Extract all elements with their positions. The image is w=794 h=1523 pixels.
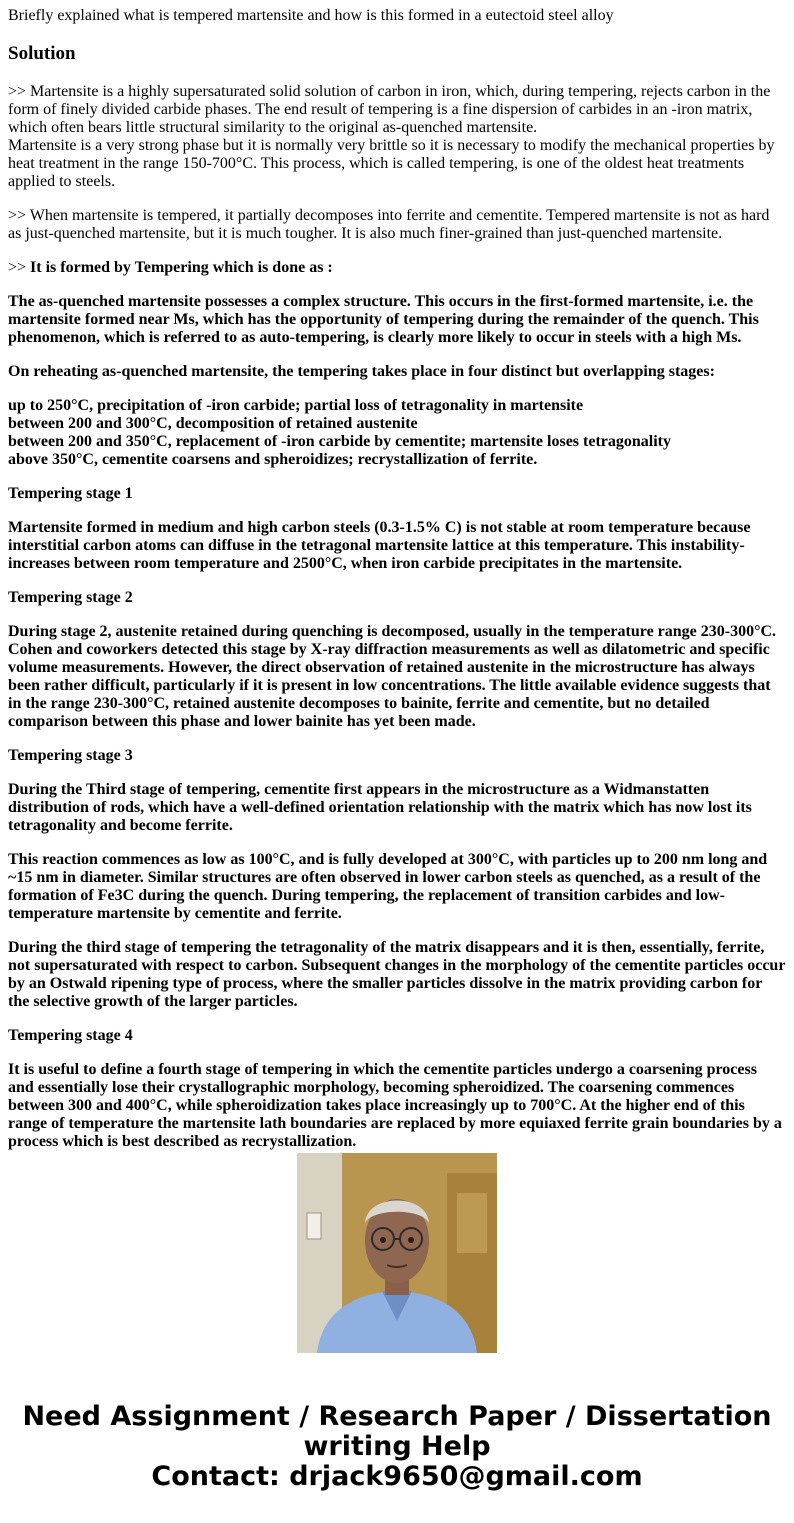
- paragraph-formed-by: [8, 259, 786, 277]
- stage-item: up to 250°C, precipitation of -iron carbide; partial loss of tetragonality in martensite: [8, 397, 584, 414]
- stage3-text-1: During the Third stage of tempering, cementite first appears in the microstructure as a Widmanstatten distribution of rods, which have a well-defined orientation relationship with the matrix which has now lost its tetragonality and become ferrite.: [8, 781, 752, 834]
- stage-item: between 200 and 350°C, replacement of -iron carbide by cementite; martensite loses tetragonality: [8, 433, 672, 450]
- stage3-text-2: This reaction commences as low as 100°C, and is fully developed at 300°C, with particles up to 200 nm long and ~15 nm in diameter. Similar structures are often observed in lower carbon steels as quenched, as a result of the formation of Fe3C during the quench. During tempering, the replacement of transition carbides and low-temperature martensite by cementite and ferrite.: [8, 851, 768, 922]
- paragraph-tempered-martensite: >> When martensite is tempered, it partially decomposes into ferrite and cementite. Tempered martensite is not as hard as just-quenched martensite, but it is much tougher. It is also much finer-grained than just-quenched martensite.: [8, 207, 770, 242]
- tutor-photo: [297, 1153, 497, 1353]
- stages-list: [8, 397, 786, 469]
- formed-by-prefix: >>: [8, 259, 31, 276]
- stage-item: between 200 and 300°C, decomposition of retained austenite: [8, 415, 418, 432]
- paragraph-reheating: On reheating as-quenched martensite, the tempering takes place in four distinct but overlapping stages:: [8, 363, 715, 380]
- contact-email: Contact: drjack9650@gmail.com: [151, 1461, 643, 1492]
- stage3-heading: Tempering stage 3: [8, 747, 133, 764]
- stage3-text-3: During the third stage of tempering the tetragonality of the matrix disappears and it is then, essentially, ferrite, not supersaturated with respect to carbon. Subsequent changes in the morphology of the cementite particles occur by an Ostwald ripening type of process, where the smaller particles dissolve in the matrix providing carbon for the selective growth of the larger particles.: [8, 939, 786, 1010]
- formed-by-text: It is formed by Tempering which is done as :: [30, 259, 333, 276]
- stage4-text: It is useful to define a fourth stage of tempering in which the cementite particles undergo a coarsening process and essentially lose their crystallographic morphology, becoming spheroidized. The coarsening commences between 300 and 400°C, while spheroidization takes place increasingly up to 700°C. At the higher end of this range of temperature the martensite lath boundaries are replaced by more equiaxed ferrite grain boundaries by a process which is best described as recrystallization.: [8, 1061, 782, 1150]
- stage1-text: Martensite formed in medium and high carbon steels (0.3-1.5% C) is not stable at room temperature because interstitial carbon atoms can diffuse in the tetragonal martensite lattice at this temperature. This instability-increases between room temperature and 2500°C, when iron carbide precipitates in the martensite.: [8, 519, 751, 572]
- article-content: [8, 0, 786, 1150]
- stage2-text: During stage 2, austenite retained during quenching is decomposed, usually in the temperature range 230-300°C. Cohen and coworkers detected this stage by X-ray diffraction measurements as well as dilatometric and specific volume measurements. However, the direct observation of retained austenite in the microstructure has always been rather difficult, particularly if it is present in low concentrations. The little available evidence suggests that in the range 230-300°C, retained austenite decomposes to bainite, ferrite and cementite, but no detailed comparison between this phase and lower bainite has yet been made.: [8, 623, 777, 730]
- paragraph-as-quenched: The as-quenched martensite possesses a complex structure. This occurs in the first-formed martensite, i.e. the martensite formed near Ms, which has the opportunity of tempering during the remainder of the quench. This phenomenon, which is referred to as auto-tempering, is clearly more likely to occur in steels with a high Ms.: [8, 293, 759, 346]
- avatar: [297, 1153, 497, 1353]
- question-text: Briefly explained what is tempered martensite and how is this formed in a eutectoid steel alloy: [8, 7, 614, 24]
- promo-line: Need Assignment / Research Paper / Dissertation: [22, 1401, 772, 1432]
- stage2-heading: Tempering stage 2: [8, 589, 133, 606]
- paragraph-intro-part2: Martensite is a very strong phase but it is normally very brittle so it is necessary to modify the mechanical properties by heat treatment in the range 150-700°C. This process, which is called tempering, is one of the oldest heat treatments applied to steels.: [8, 137, 775, 190]
- stage1-heading: Tempering stage 1: [8, 485, 133, 502]
- promo-footer: [0, 1402, 794, 1492]
- paragraph-intro-part1: >> Martensite is a highly supersaturated solid solution of carbon in iron, which, during tempering, rejects carbon in the form of finely divided carbide phases. The end result of tempering is a fine dispersion of carbides in an -iron matrix, which often bears little structural similarity to the original as-quenched martensite.: [8, 83, 771, 136]
- promo-line: writing Help: [303, 1431, 491, 1462]
- stage-item: above 350°C, cementite coarsens and spheroidizes; recrystallization of ferrite.: [8, 451, 538, 468]
- stage4-heading: Tempering stage 4: [8, 1027, 133, 1044]
- solution-heading: Solution: [8, 43, 76, 64]
- paragraph-intro: [8, 83, 786, 191]
